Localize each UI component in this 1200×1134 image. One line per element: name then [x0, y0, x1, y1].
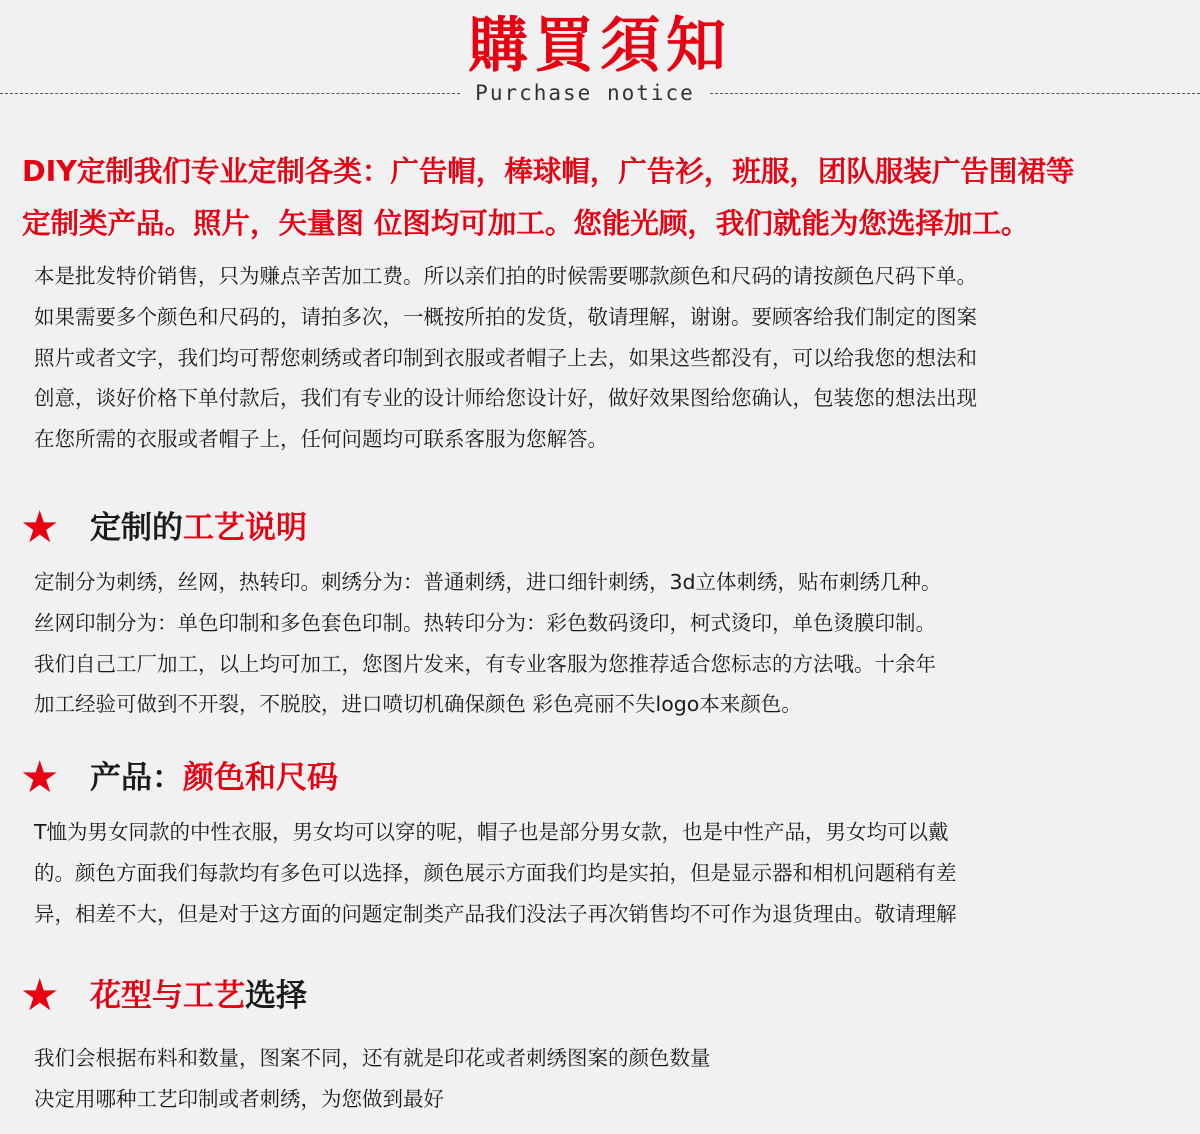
star-icon: ★	[20, 970, 60, 1021]
star-icon: ★	[20, 502, 60, 553]
paragraph-line: 丝网印制分为：单色印制和多色套色印制。热转印分为：彩色数码烫印，柯式烫印，单色烫膜印制。	[34, 610, 936, 635]
paragraph-line: 我们自己工厂加工，以上均可加工，您图片发来，有专业客服为您推荐适合您标志的方法哦。十余年	[34, 651, 936, 676]
paragraph-line: 创意，谈好价格下单付款后，我们有专业的设计师给您设计好，做好效果图给您确认，包装您的想法出现	[34, 386, 977, 411]
page-title: 購買須知	[468, 11, 732, 81]
page-subtitle: Purchase notice	[475, 81, 695, 105]
paragraph-line: 在您所需的衣服或者帽子上，任何问题均可联系客服为您解答。	[34, 427, 608, 452]
heading-text-black: 产品：	[90, 760, 183, 796]
heading-text-red: 花型与工艺	[90, 978, 245, 1014]
star-icon: ★	[20, 752, 60, 803]
divider-left	[0, 93, 460, 94]
paragraph-line: 异，相差不大，但是对于这方面的问题定制类产品我们没法子再次销售均不可作为退货理由。敬请理解	[34, 901, 957, 926]
paragraph-line: 定制分为刺绣，丝网，热转印。刺绣分为：普通刺绣，进口细针刺绣，3d立体刺绣，贴布刺绣几种。	[34, 570, 942, 594]
intro-highlight	[22, 146, 1187, 250]
color-size-paragraph	[34, 812, 1184, 934]
paragraph-line: 本是批发特价销售，只为赚点辛苦加工费。所以亲们拍的时候需要哪款颜色和尺码的请按颜色尺码下单。	[34, 264, 977, 288]
heading-text-red: 颜色和尺码	[183, 760, 338, 796]
section-heading-color-size	[20, 752, 338, 803]
paragraph-line: 决定用哪种工艺印制或者刺绣，为您做到最好	[34, 1086, 444, 1111]
paragraph-line: 照片或者文字，我们均可帮您刺绣或者印制到衣服或者帽子上去，如果这些都没有，可以给我您的想法和	[34, 345, 977, 370]
paragraph-line: 我们会根据布料和数量，图案不同，还有就是印花或者刺绣图案的颜色数量	[34, 1046, 711, 1070]
intro-highlight-line: DIY定制我们专业定制各类：广告帽，棒球帽，广告衫，班服，团队服装广告围裙等	[22, 155, 1075, 188]
paragraph-line: 如果需要多个颜色和尺码的，请拍多次，一概按所拍的发货，敬请理解，谢谢。要顾客给我们制定的图案	[34, 304, 977, 329]
section-heading-pattern	[20, 970, 307, 1021]
intro-highlight-line: 定制类产品。照片，矢量图 位图均可加工。您能光顾，我们就能为您选择加工。	[22, 207, 1030, 240]
paragraph-line: T恤为男女同款的中性衣服，男女均可以穿的呢，帽子也是部分男女款，也是中性产品，男女均可以戴	[34, 820, 949, 844]
section-heading-craft	[20, 502, 307, 553]
craft-paragraph	[34, 562, 1184, 725]
heading-text-red: 工艺说明	[183, 510, 307, 546]
divider-right	[710, 93, 1200, 94]
intro-paragraph	[34, 256, 1184, 460]
paragraph-line: 加工经验可做到不开裂，不脱胶，进口喷切机确保颜色 彩色亮丽不失logo本来颜色。	[34, 692, 802, 717]
heading-text-black: 定制的	[90, 510, 183, 546]
paragraph-line: 的。颜色方面我们每款均有多色可以选择，颜色展示方面我们均是实拍，但是显示器和相机问题稍有差	[34, 860, 957, 885]
subtitle-row	[0, 80, 1200, 106]
pattern-paragraph	[34, 1038, 1184, 1120]
heading-text-black: 选择	[245, 978, 307, 1014]
